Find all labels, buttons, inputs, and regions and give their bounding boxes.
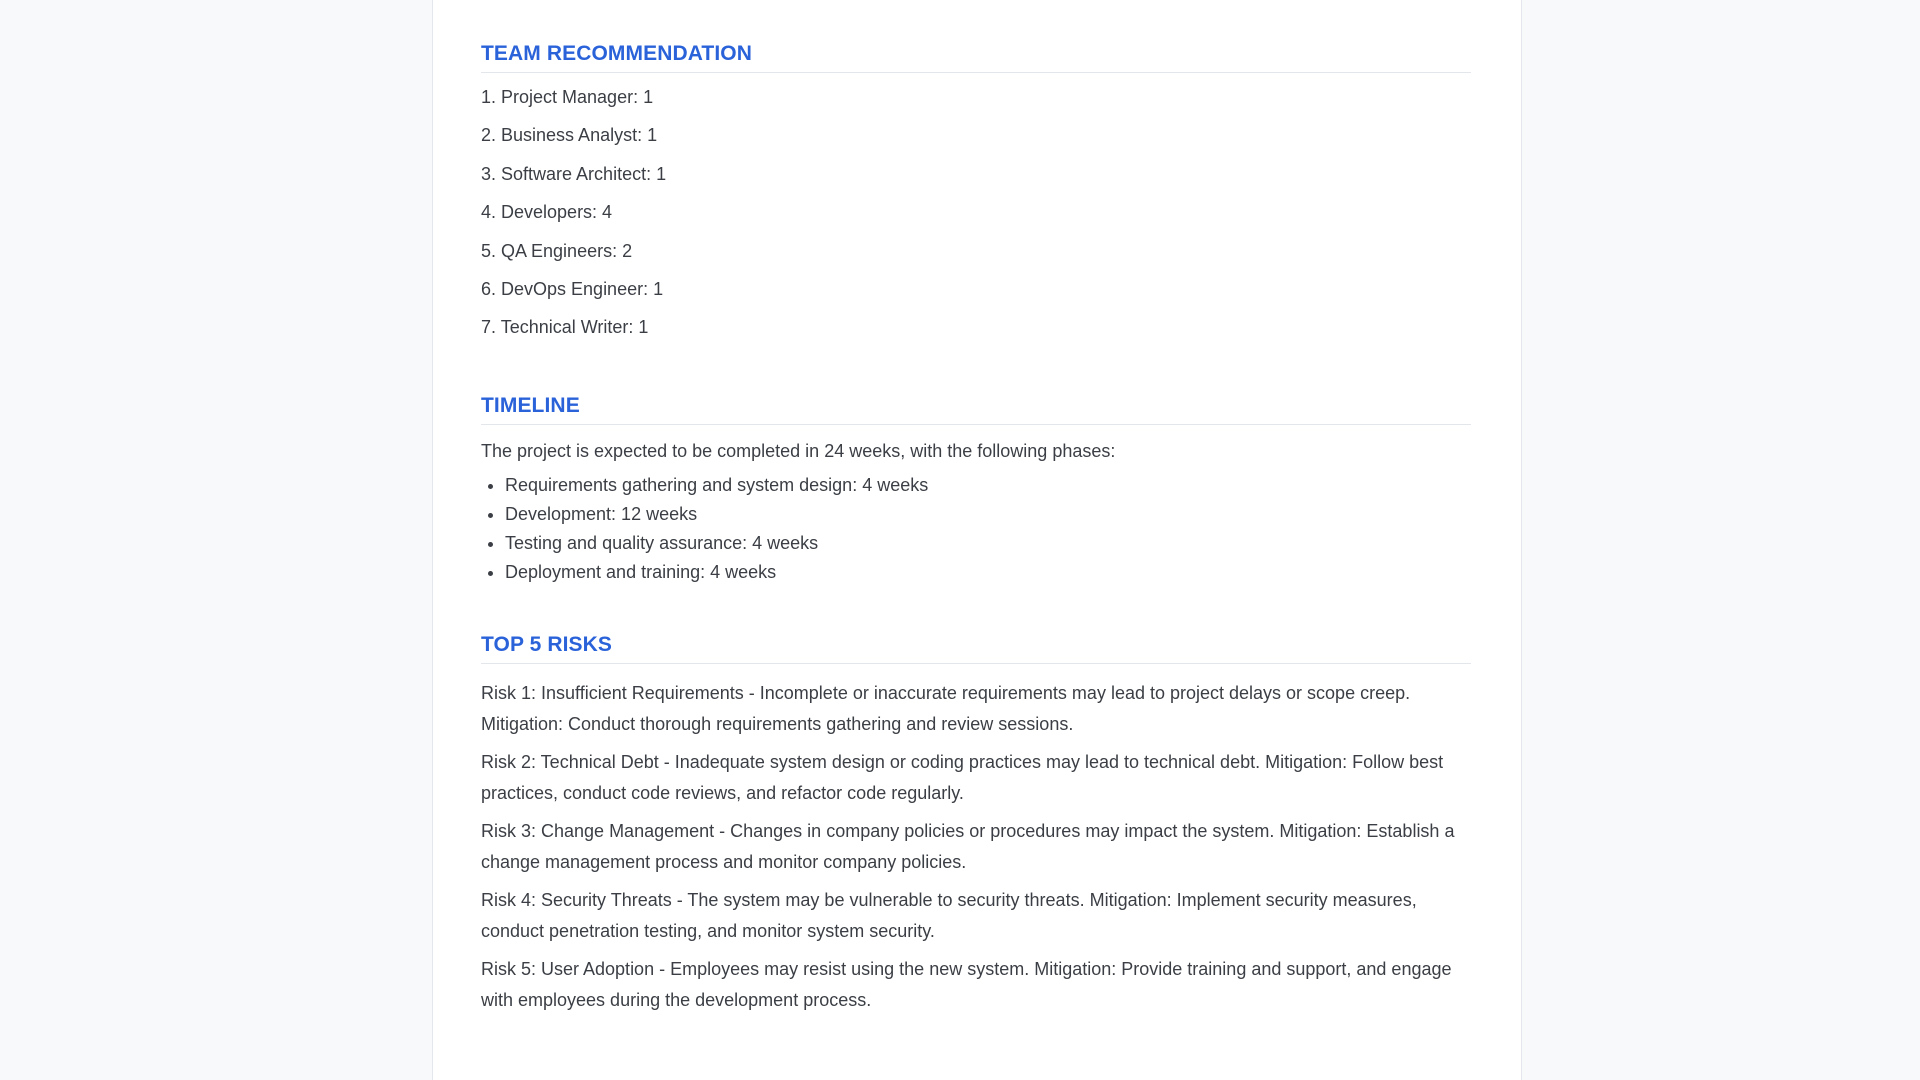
team-item-devops-engineer: 6. DevOps Engineer: 1 [481, 278, 664, 299]
team-item-qa-engineers: 5. QA Engineers: 2 [481, 240, 633, 261]
phase-list [481, 474, 1471, 583]
phase-testing: • Testing and quality assurance: 4 weeks [505, 532, 1471, 554]
phase-requirements: • Requirements gathering and system design: 4 weeks [505, 474, 1471, 496]
team-item-business-analyst: 2. Business Analyst: 1 [481, 125, 658, 146]
team-list [481, 86, 1471, 338]
timeline-heading: TIMELINE [481, 394, 1471, 425]
team-recommendation-section [481, 42, 1471, 338]
timeline-intro: The project is expected to be completed in 24 weeks, with the following phases: [481, 441, 1116, 462]
phase-deployment: • Deployment and training: 4 weeks [505, 561, 1471, 583]
timeline-section [481, 394, 1471, 583]
risk-4: Risk 4: Security Threats - The system may be vulnerable to security threats. Mitigation: Implement security measures, conduct penetration testing, and monitor system security. [481, 890, 1417, 942]
top-risks-section [481, 633, 1471, 1016]
team-item-software-architect: 3. Software Architect: 1 [481, 163, 667, 184]
risk-5: Risk 5: User Adoption - Employees may resist using the new system. Mitigation: Provide training and support, and engage with employees during the development process. [481, 959, 1452, 1011]
team-recommendation-heading: TEAM RECOMMENDATION [481, 42, 1471, 73]
document-page [432, 0, 1522, 1080]
risk-1: Risk 1: Insufficient Requirements - Incomplete or inaccurate requirements may lead to project delays or scope creep. Mitigation: Conduct thorough requirements gathering and review sessions. [481, 683, 1411, 735]
team-item-technical-writer: 7. Technical Writer: 1 [481, 317, 649, 338]
risk-2: Risk 2: Technical Debt - Inadequate system design or coding practices may lead to technical debt. Mitigation: Follow best practices, conduct code reviews, and refactor code regularly. [481, 752, 1444, 804]
phase-development: • Development: 12 weeks [505, 503, 1471, 525]
team-item-project-manager: 1. Project Manager: 1 [481, 87, 654, 107]
risk-3: Risk 3: Change Management - Changes in company policies or procedures may impact the system. Mitigation: Establish a change management process and monitor company policies. [481, 821, 1455, 873]
team-item-developers: 4. Developers: 4 [481, 202, 613, 223]
top-risks-heading: TOP 5 RISKS [481, 633, 1471, 664]
